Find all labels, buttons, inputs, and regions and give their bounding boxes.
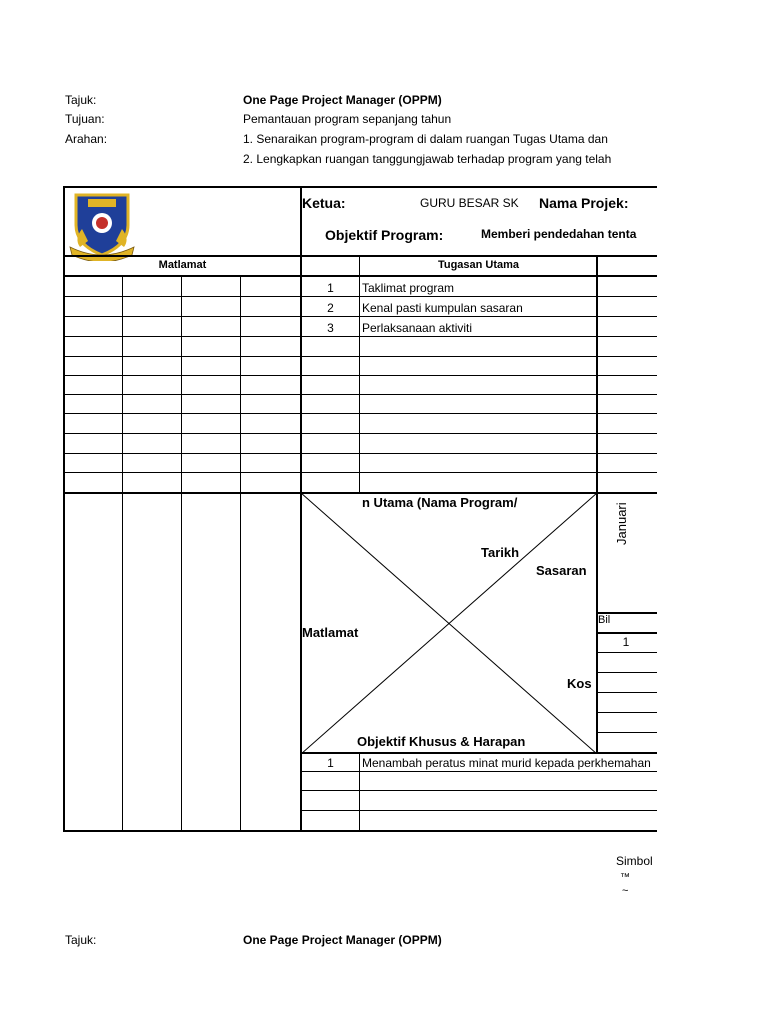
grid-hline — [63, 453, 657, 454]
grid-hline — [63, 413, 657, 414]
grid-hline — [63, 336, 657, 337]
grid-hline — [63, 394, 657, 395]
form-bottom-border — [63, 830, 657, 832]
grid-hline — [597, 672, 657, 673]
objektif-program-value: Memberi pendedahan tenta — [481, 227, 637, 241]
header-bottom-border — [63, 255, 657, 257]
tajuk-label: Tajuk: — [65, 93, 97, 107]
grid-hline — [63, 316, 657, 317]
diagram-kos-label: Kos — [567, 676, 592, 691]
januari-month-header: Januari — [614, 502, 629, 545]
footer-tajuk-label: Tajuk: — [65, 933, 97, 947]
arahan-label: Arahan: — [65, 132, 108, 146]
diagram-matlamat-label: Matlamat — [302, 625, 359, 640]
grid-vline — [359, 255, 360, 493]
tajuk-value: One Page Project Manager (OPPM) — [243, 93, 442, 107]
diagram-bottom-border — [301, 752, 657, 754]
tm-symbol: ™ — [620, 872, 630, 883]
objective-text: Menambah peratus minat murid kepada perkhemahan — [362, 756, 651, 770]
school-crest-logo — [66, 189, 138, 261]
grid-hline — [63, 472, 657, 473]
oppm-x-diagram — [301, 493, 597, 754]
task-text: Taklimat program — [362, 281, 455, 295]
column-header-bottom-border — [63, 275, 657, 277]
grid-hline — [63, 356, 657, 357]
grid-hline — [597, 732, 657, 733]
task-text: Kenal pasti kumpulan sasaran — [362, 301, 523, 315]
task-number: 3 — [327, 321, 334, 335]
grid-hline — [301, 771, 657, 772]
grid-hline — [597, 632, 657, 634]
matlamat-column-header: Matlamat — [158, 259, 207, 271]
nama-projek-label: Nama Projek: — [539, 195, 629, 211]
bil-value: 1 — [622, 635, 630, 649]
diagram-objektif-label: Objektif Khusus & Harapan — [357, 734, 526, 749]
tugasan-utama-column-header: Tugasan Utama — [437, 259, 520, 271]
bil-label: Bil — [598, 614, 611, 626]
tilde-symbol: ~ — [622, 885, 629, 897]
footer-tajuk-value: One Page Project Manager (OPPM) — [243, 933, 442, 947]
task-number: 1 — [327, 281, 334, 295]
grid-hline — [597, 692, 657, 693]
grid-hline — [597, 652, 657, 653]
grid-hline — [63, 433, 657, 434]
diagram-sasaran-label: Sasaran — [536, 563, 587, 578]
grid-hline — [301, 810, 657, 811]
grid-hline — [301, 790, 657, 791]
ketua-value: GURU BESAR SK — [420, 196, 519, 210]
grid-hline — [63, 375, 657, 376]
objektif-program-label: Objektif Program: — [325, 227, 444, 243]
grid-hline — [63, 296, 657, 297]
objective-number: 1 — [327, 756, 334, 770]
grid-vline — [240, 275, 241, 831]
ketua-label: Ketua: — [302, 195, 346, 211]
task-text: Perlaksanaan aktiviti — [362, 321, 473, 335]
grid-vline — [181, 275, 182, 831]
form-left-border — [63, 186, 65, 832]
grid-vline — [122, 275, 123, 831]
task-number: 2 — [327, 301, 334, 315]
arahan-line-2: 2. Lengkapkan ruangan tanggungjawab terhadap program yang telah — [243, 152, 612, 166]
arahan-line-1: 1. Senaraikan program-program di dalam ruangan Tugas Utama dan — [243, 132, 608, 146]
tujuan-label: Tujuan: — [65, 112, 105, 126]
diagram-top-label: n Utama (Nama Program/ — [362, 495, 518, 510]
grid-hline — [597, 712, 657, 713]
simbol-label: Simbol — [616, 854, 653, 868]
diagram-tarikh-label: Tarikh — [481, 545, 520, 560]
form-top-border — [63, 186, 657, 188]
tujuan-value: Pemantauan program sepanjang tahun — [243, 112, 452, 126]
grid-vline — [359, 753, 360, 831]
